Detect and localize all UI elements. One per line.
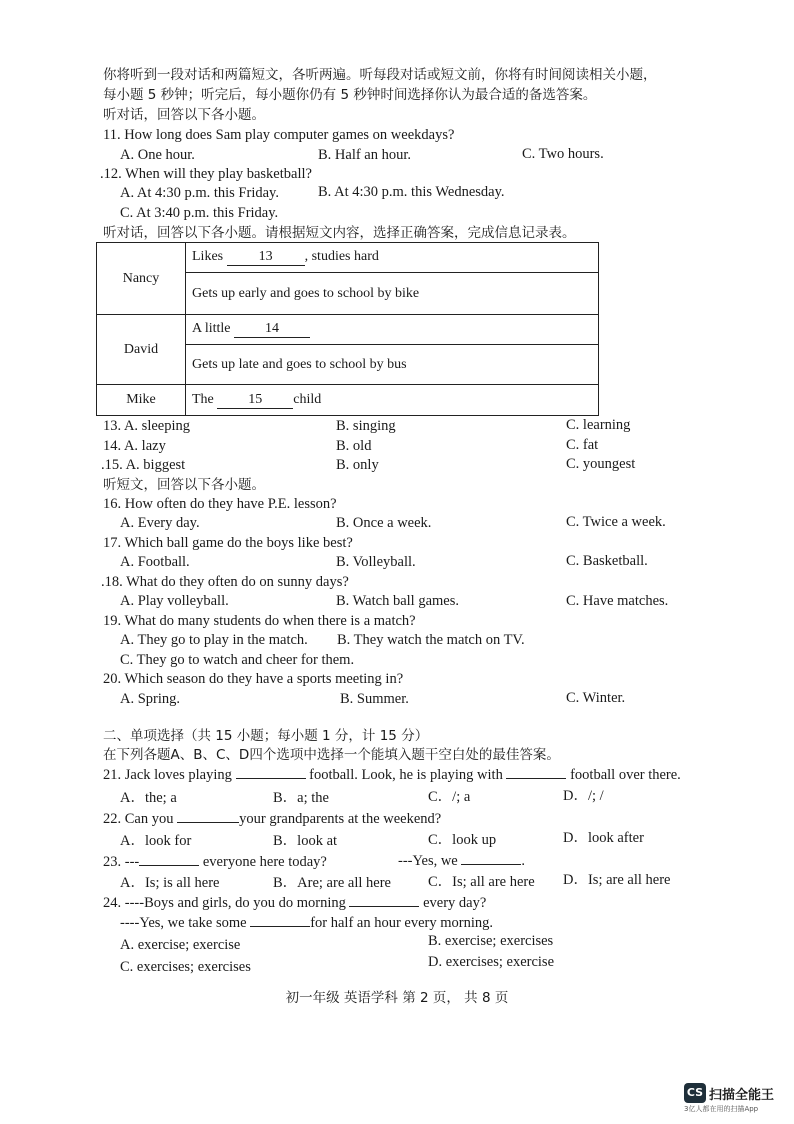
answer-blank [506,778,566,779]
question-text: .12. When will they play basketball? [100,166,312,182]
option-c: C. Twice a week. [566,514,666,530]
table-name-cell: Nancy [97,243,186,315]
option-c: C．Is; all are here [428,874,535,890]
table-cell: Gets up early and goes to school by bike [186,273,599,315]
answer-blank: 13 [227,249,305,266]
answer-blank [139,865,199,866]
scanner-name: 扫描全能王 [709,1087,775,1103]
option-c: C. Two hours. [522,146,604,162]
option-b: B. Once a week. [336,515,432,531]
option-a: 14. A. lazy [103,438,166,454]
answer-blank [177,822,239,823]
option-b: B. They watch the match on TV. [337,632,525,648]
option-a: A．the; a [120,790,177,806]
option-c: C. Have matches. [566,593,669,609]
page-footer: 初一年级 英语学科 第 2 页， 共 8 页 [285,990,509,1006]
question-text: 11. How long does Sam play computer games on weekdays? [103,127,455,143]
question-text: 19. What do many students do when there is a match? [103,613,416,629]
answer-blank: 15 [217,392,293,409]
option-b: B. Volleyball. [336,554,416,570]
table-cell: Likes 13 , studies hard [186,243,599,273]
option-a: A. Football. [120,554,190,570]
question-text: 24. ----Boys and girls, do you do morning every day? [103,895,487,911]
answer-blank: 14 [234,321,310,338]
option-b: B. Watch ball games. [336,593,459,609]
option-d: D．Is; are all here [563,872,671,888]
option-c: C. exercises; exercises [120,959,251,975]
option-b: B. exercise; exercises [428,933,554,949]
option-a: A. They go to play in the match. [120,632,308,648]
question-text: ---Yes, we . [398,853,525,869]
question-text: 17. Which ball game do the boys like best? [103,535,353,551]
option-a: A. One hour. [120,147,195,163]
table-intro: 听对话，回答以下各小题。请根据短文内容，选择正确答案，完成信息记录表。 [103,225,576,241]
question-text: 16. How often do they have P.E. lesson? [103,496,337,512]
option-d: D．look after [563,830,644,846]
option-c: C. fat [566,437,599,453]
intro-line: 每小题 5 秒钟；听完后，每小题你仍有 5 秒钟时间选择你认为最合适的备选答案。 [103,87,597,103]
question-text: 20. Which season do they have a sports meeting in? [103,671,404,687]
option-a: 13. A. sleeping [103,418,190,434]
question-text: 23. --- everyone here today? [103,854,327,870]
option-c: C. youngest [566,456,636,472]
option-b: B．Are; are all here [273,875,391,891]
option-b: B. singing [336,418,396,434]
intro-line: 你将听到一段对话和两篇短文，各听两遍。听每段对话或短文前，你将有时间阅读相关小题， [103,67,657,83]
intro-line: 听对话，回答以下各小题。 [103,107,265,123]
section-title: 二、单项选择（共 15 小题；每小题 1 分，计 15 分） [103,728,429,744]
question-text: 22. Can you your grandparents at the weekend? [103,811,442,827]
table-name-cell: Mike [97,385,186,416]
answer-blank [461,864,521,865]
record-table [96,242,599,416]
answer-blank [250,926,310,927]
scanner-logo [684,1083,774,1103]
table-cell: Gets up late and goes to school by bus [186,345,599,385]
option-c: C．look up [428,832,497,848]
option-c: C. Basketball. [566,553,648,569]
option-d: D. exercises; exercise [428,954,555,970]
option-a: A. exercise; exercise [120,937,241,953]
option-a: .15. A. biggest [101,457,186,473]
option-a: A．look for [120,833,192,849]
scanner-tagline: 3亿人都在用的扫描App [684,1105,759,1113]
option-c: C. They go to watch and cheer for them. [120,652,355,668]
option-c: C. learning [566,417,631,433]
option-a: A. Spring. [120,691,181,707]
option-a: A．Is; is all here [120,875,220,891]
option-c: C. Winter. [566,690,626,706]
option-b: B. Half an hour. [318,147,412,163]
option-d: D．/; / [563,788,604,804]
answer-blank [349,906,419,907]
question-text: ----Yes, we take some for half an hour every morning. [120,915,494,931]
option-b: B. only [336,457,379,473]
passage-intro: 听短文，回答以下各小题。 [103,477,265,493]
option-c: C．/; a [428,789,471,805]
answer-blank [236,778,306,779]
option-b: B．a; the [273,790,329,806]
option-a: A. Play volleyball. [120,593,229,609]
question-text: .18. What do they often do on sunny days? [101,574,349,590]
option-b: B. Summer. [340,691,409,707]
scanner-icon: CS [684,1083,706,1103]
option-a: A. Every day. [120,515,200,531]
option-c: C. At 3:40 p.m. this Friday. [120,205,279,221]
section-instruction: 在下列各题A、B、C、D四个选项中选择一个能填入题干空白处的最佳答案。 [103,747,560,763]
option-b: B. old [336,438,372,454]
table-name-cell: David [97,315,186,385]
table-cell: A little 14 [186,315,599,345]
option-b: B．look at [273,833,338,849]
option-a: A. At 4:30 p.m. this Friday. [120,185,279,201]
option-b: B. At 4:30 p.m. this Wednesday. [318,184,505,200]
table-cell: The 15 child [186,385,599,416]
question-text: 21. Jack loves playing football. Look, he is playing with football over there. [103,767,681,783]
